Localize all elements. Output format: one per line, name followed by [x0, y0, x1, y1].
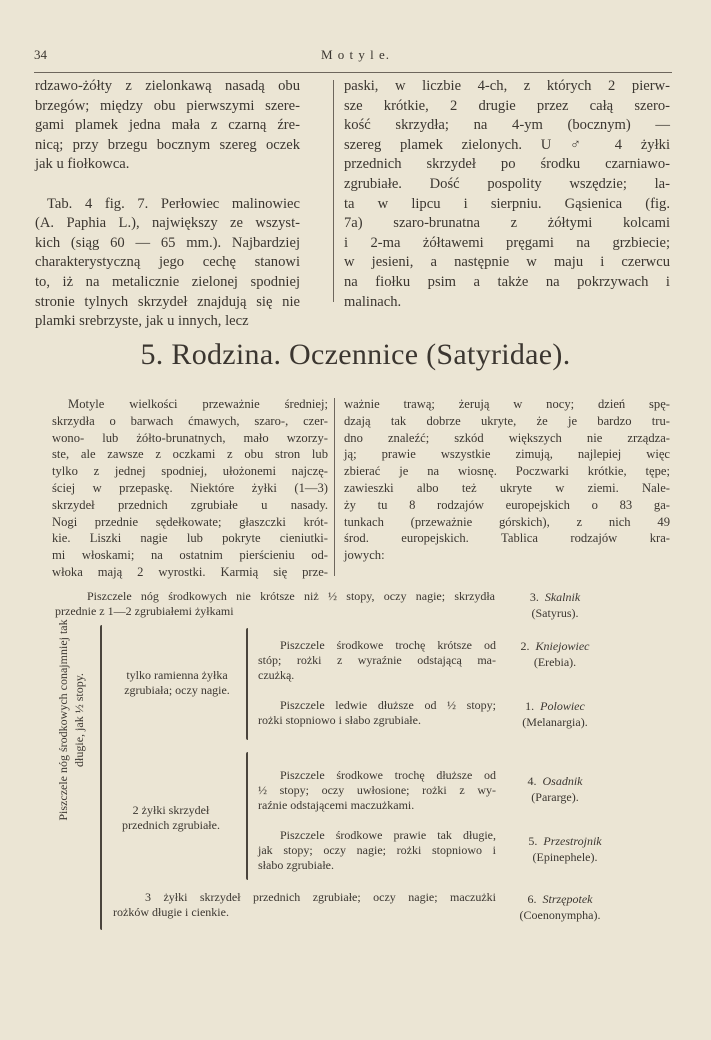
- text-line: paski, w liczbie 4-ch, z których 2 pierw-: [344, 78, 670, 94]
- text-line: tunkach (przeważnie górskich), z nich 49: [344, 514, 670, 529]
- text-line: Piszczele nóg środkowych nie krótsze niż ½ stopy, oczy nagie; skrzydła: [87, 589, 495, 603]
- paragraph: [344, 77, 670, 312]
- text-line: wono- lub żółto-brunatnych, mało wzorzy-: [52, 430, 328, 445]
- key-intro: [55, 589, 495, 619]
- text-line: długie, jak ½ stopy.: [72, 673, 86, 767]
- text-line: zgrubiałe. Dość pospolity wszędzie; la-: [344, 175, 670, 192]
- page-number: 34: [34, 47, 47, 62]
- branch-b2: [258, 828, 496, 873]
- text-line: rdzawo-żółty z zielonkawą nasadą obu: [35, 78, 300, 94]
- branch-a2: [258, 698, 496, 728]
- text-line: 3 żyłki skrzydeł przednich zgrubiałe; oczy nagie; maczużki: [145, 890, 496, 904]
- text-line: ją; prawie wszystkie zimują, najlepiej więc: [344, 447, 670, 462]
- lower-left-column: [52, 396, 328, 581]
- result-number: 4.: [527, 774, 537, 788]
- genus-name: Polowiec: [540, 699, 585, 713]
- top-right-column: [344, 77, 670, 312]
- text-line: sze krótkie, 2 drugie przez całą szero-: [344, 97, 670, 114]
- text-line: skrzydeł przednich zgrubiałe u nasady.: [52, 497, 328, 512]
- text-line: przednich skrzydeł po środku czarniawo-: [344, 156, 670, 173]
- text-line: dzają tak dobrze ukryte, że je bardzo tru-: [344, 413, 670, 428]
- top-left-column: [35, 77, 300, 332]
- text-line: czużką.: [258, 668, 295, 682]
- genus-name: Strzępotek: [542, 892, 593, 906]
- paragraph: [35, 77, 300, 175]
- text-line: to, iż na metalicznie zielonej spodniej: [35, 273, 300, 290]
- result-number: 5.: [528, 834, 538, 848]
- genus-name: Osadnik: [542, 774, 583, 788]
- text-line: Nogi przednie sędełkowate; głaszczki krót-: [52, 514, 328, 529]
- genus-latin: (Satyrus).: [531, 606, 579, 620]
- text-line: zawieszki albo też ukryte w ziemi. Nale-: [344, 480, 670, 495]
- genus-name: Skalnik: [544, 590, 581, 604]
- text-line: Piszczele środkowe prawie tak długie,: [280, 828, 496, 842]
- text-line: (A. Paphia L.), największy ze wszyst-: [35, 215, 300, 232]
- paragraph: [344, 396, 670, 564]
- column-divider: [333, 80, 334, 302]
- result-genus: [495, 891, 625, 923]
- text-line: ½ stopy; oczy uwłosione; rożki z wy-: [258, 783, 496, 797]
- text-line: słabo zgrubiałe.: [258, 858, 334, 872]
- text-line: ży tu 8 rodzajów europejskich o 83 ga-: [344, 497, 670, 512]
- result-number: 1.: [525, 699, 535, 713]
- paragraph-tab4-fig7: [35, 195, 300, 332]
- result-genus: [495, 638, 615, 670]
- text-line: zgrubiała; oczy nagie.: [124, 683, 230, 697]
- text-line: ta w lipcu i sierpniu. Gąsienica (fig.: [344, 195, 670, 212]
- genus-name: Kniejowiec: [535, 639, 590, 653]
- text-line: kie. Liszki nagie lub pokryte cieniutki-: [52, 531, 328, 546]
- result-genus: [495, 773, 615, 805]
- genus-latin: (Coenonympha).: [519, 908, 601, 922]
- genus-latin: (Epinephele).: [532, 850, 598, 864]
- branch-b-label: [108, 803, 234, 833]
- brace-b: [246, 752, 248, 880]
- text-line: charakterystyczną jego cechę stanowi: [35, 254, 300, 271]
- result-number: 2.: [520, 639, 530, 653]
- text-line: jak stopy; oczy nagie; rożki stopniowo i: [258, 843, 496, 857]
- outer-brace: [100, 625, 102, 930]
- text-line: tylko ramienna żyłka: [126, 668, 228, 682]
- lower-right-column: [344, 396, 670, 564]
- text-line: przednie z 1—2 zgrubiałemi żyłkami: [55, 604, 234, 618]
- text-line: raźnie odstającemi maczużkami.: [258, 798, 415, 812]
- text-line: 7a) szaro-brunatna z żółtymi kolcami: [344, 215, 670, 232]
- text-line: plamki srebrzyste, jak u innych, lecz: [35, 313, 249, 330]
- text-line: jowych:: [344, 548, 385, 563]
- branch-a1: [258, 638, 496, 683]
- genus-latin: (Pararge).: [531, 790, 579, 804]
- column-divider: [334, 398, 335, 576]
- result-genus: [500, 589, 610, 621]
- section-heading: 5. Rodzina. Oczennice (Satyridae).: [140, 338, 571, 371]
- running-title: M o t y l e.: [320, 47, 391, 62]
- text-line: brzegów; między obu pierwszymi szere-: [35, 97, 300, 114]
- text-line: rożki stopniowo i słabo zgrubiałe.: [258, 713, 421, 727]
- text-line: Piszczele ledwie dłuższe od ½ stopy;: [280, 698, 496, 712]
- text-line: szereg plamek zielonych. U ♂ 4 żyłki: [344, 136, 670, 153]
- text-line: Motyle wielkości przeważnie średniej;: [68, 397, 328, 411]
- result-number: 6.: [527, 892, 537, 906]
- text-line: na fiołku psim a także na pokrzywach i: [344, 273, 670, 290]
- text-line: Piszczele środkowe trochę krótsze od: [280, 638, 496, 652]
- text-line: włoka mają 2 wyrostki. Karmią się prze-: [52, 564, 328, 579]
- text-line: kich (siąg 60 — 65 mm.). Najbardziej: [35, 234, 300, 251]
- result-genus: [495, 698, 615, 730]
- text-line: stóp; rożki z wyraźnie odstającą ma-: [258, 653, 496, 667]
- branch-b1: [258, 768, 496, 813]
- text-line: nicą; przy brzegu bocznym szereg oczek: [35, 136, 300, 153]
- text-line: gami plamek jedna mała z czarną źre-: [35, 117, 300, 134]
- branch-a-label: [112, 668, 242, 698]
- paragraph: [52, 396, 328, 581]
- text-line: rożków długie i cienkie.: [113, 905, 229, 919]
- text-line: w jesieni, a następnie w maju i czerwcu: [344, 254, 670, 271]
- text-line: zbierać je na wiosnę. Poczwarki krótkie, tępe;: [344, 464, 670, 479]
- branch-c: [113, 890, 496, 920]
- text-line: środ. europejskich. Tablica rodzajów kra-: [344, 531, 670, 546]
- text-line: przednich zgrubiałe.: [122, 818, 220, 832]
- text-line: i 2-ma żółtawemi pręgami na grzbiecie;: [344, 234, 670, 251]
- vertical-label: [55, 570, 95, 870]
- result-genus: [500, 833, 630, 865]
- text-line: malinach.: [344, 293, 402, 310]
- text-line: tylko z jednej spodniej, ułożonemi najczę-: [52, 464, 328, 479]
- text-line: Piszczele nóg środkowych conajmniej tak: [56, 619, 70, 821]
- text-line: skrzydła o barwach ćmawych, szaro-, czer-: [52, 413, 328, 428]
- text-line: ważnie trawą; żerują w nocy; dzień spę-: [344, 397, 670, 411]
- text-line: stronie tylnych skrzydeł znajdują się nie: [35, 293, 300, 310]
- text-line: ste, ale zawsze z oczkami z obu stron lub: [52, 447, 328, 462]
- genus-latin: (Erebia).: [533, 655, 577, 669]
- text-line: Tab. 4 fig. 7. Perłowiec malinowiec: [47, 195, 300, 212]
- text-line: Piszczele środkowe trochę dłuższe od: [280, 768, 496, 782]
- genus-name: Przestrojnik: [543, 834, 602, 848]
- text-line: kość skrzydła; na 4-ym (bocznym) —: [344, 117, 670, 134]
- text-line: mi włoskami; na ostatnim pierścieniu od-: [52, 548, 328, 563]
- text-line: 2 żyłki skrzydeł: [132, 803, 210, 817]
- genus-latin: (Melanargia).: [522, 715, 588, 729]
- brace-a: [246, 628, 248, 740]
- text-line: ściej w przepaskę. Niektóre żyłki (1—3): [52, 480, 328, 495]
- text-line: jak u fiołkowca.: [35, 156, 130, 173]
- text-line: dno znaleźć; szkód większych nie zrządza-: [344, 430, 670, 445]
- result-number: 3.: [529, 590, 539, 604]
- header-rule: [34, 72, 672, 73]
